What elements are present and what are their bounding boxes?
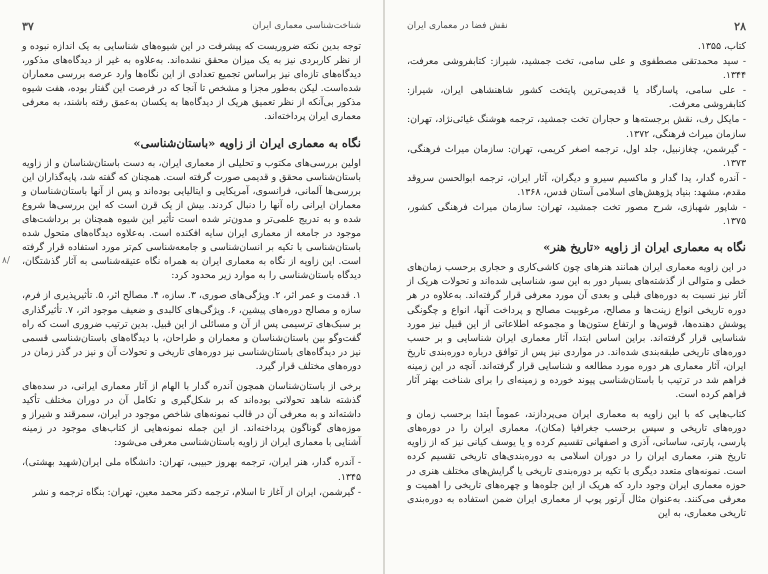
reference-item: کتاب، ۱۳۵۵. [697, 41, 746, 52]
section-title: نگاه به معماری ایران از زاویه «تاریخ هنر» [543, 240, 746, 255]
reference-item: - گیرشمن، ایران از آغاز تا اسلام، ترجمه دکتر محمد معین، تهران: بنگاه ترجمه و نشر [32, 486, 361, 498]
left-page-body [22, 40, 361, 564]
reference-item: - مایکل رف، نقش برجسته‌ها و حجاران تخت جمشید، ترجمه هوشنگ غیاثی‌نژاد، تهران: سازمان میراث فرهنگی، ۱۳۷۲. [407, 114, 746, 140]
running-title: شناخت‌شناسی معماری ایران [252, 21, 361, 31]
reference-list [22, 456, 361, 499]
intro-paragraph: توجه بدین نکته ضروریست که پیشرفت در این شیوه‌های شناسایی به یک اندازه نبوده و از نظر کاربردی نیز به یک میزان محقق نشده‌اند. به‌علاوه به غیر از دیدگاه‌های مذکور، دیدگاه‌های تازه‌ای نیز براساس تجمیع تعدادی از این نگاه‌ها وارد عرصه بررسی معماران شده‌است. لیکن به‌طور مجزا و مشخص تا آنجا که در فرصت این گفتار بوده، هفت شیوه مذکور بی‌آنکه از نظر تعمیق هریک از دیدگاه‌ها به یکسان به‌عمق رفته باشند، به معرفی معماری ایران پرداخته‌اند. [22, 41, 361, 123]
body-paragraph: کتاب‌هایی که با این زاویه به معماری ایران می‌پردازند، عموماً ابتدا برحسب زمان و دوره‌های تاریخی و سپس برحسب جغرافیا (مکان)، معماری ایران را در دوره‌های پارسی، پارتی، ساسانی، آذری و اصفهانی تقسیم کرده و یا یوسف کیانی نیز که از زاویه تاریخ هنر، معماری ایران را در دوران اسلامی به دوره‌بندی‌های تاریخی تقسیم کرده است. نمونه‌های متعدد دیگری با تکیه بر دوره‌بندی تاریخی یا گرایش‌های مختلف هنری در حوزه معماری ایران وجود دارد که هریک از این جلوه‌ها و چهره‌های تاریخی را اهمیت و معرفی می‌کنند. به‌عنوان مثال آرتور پوپ از معماری ایران ضمن استفاده به دوره‌بندی تاریخی معماری، به این [407, 409, 746, 519]
reference-item: - آندره گدار، هنر ایران، ترجمه بهروز حبیبی، تهران: دانشگاه ملی ایران(شهید بهشتی)، ۱۳۴۵. [22, 457, 361, 483]
page-number: ۲۸ [734, 19, 746, 33]
right-page-body [407, 40, 746, 564]
reference-item: - شاپور شهبازی، شرح مصور تخت جمشید، تهران: سازمان میراث فرهنگی کشور، ۱۳۷۵. [407, 202, 746, 228]
body-paragraph: برخی از باستان‌شناسان همچون آندره گدار با الهام از آثار معماری ایرانی، در سده‌های گذشته شاهد تحولاتی بوده‌اند که بر شکل‌گیری و تکامل آن در دوران مختلف تأکید داشته‌اند و به معرفی آن در قالب نمونه‌های شاخص موجود در ایران، سمرقند و شیراز و موزه‌های گوناگون پرداخته‌اند. از این جمله نمونه‌هایی از کتاب‌های موجود در زمینه آشنایی با معماری ایران از زاویه باستان‌شناسی معرفی می‌شود: [22, 380, 361, 449]
section-title: نگاه به معماری ایران از زاویه «باستان‌شناسی» [133, 135, 361, 150]
body-paragraph: اولین بررسی‌های مکتوب و تحلیلی از معماری ایران، به دست باستان‌شناسان و از زاویه باستان‌شناسی محقق و قدیمی صورت گرفته است. همچنان که گفته شد، پایه‌گذاران این بررسی‌ها آلمانی، فرانسوی، آمریکایی و ایتالیایی بوده‌اند و پس از آنها باستان‌شناسان و معماران ایرانی راه آنها را دنبال کردند. بیش از یک قرن است که این بررسی‌ها شروع شده و به تدریج علمی‌تر و مدون‌تر شده است تأثیر این شیوه همچنان بر برداشت‌های موجود در جامعه از معماری ایران سایه افکنده است. به‌علاوه دیدگاه‌های متحول شده باستان‌شناسی با تکیه بر انسان‌شناسی و جامعه‌شناسی کم‌تر مورد استفاده قرار گرفته است. این زاویه از نگاه به معماری ایران به همراه نگاه عتیقه‌شناسی به آثار گذشتگان، دیدگاه باستان‌شناسی را به موارد زیر محدود کرد: [22, 157, 361, 282]
reference-list [407, 40, 746, 229]
page-number: ۳۷ [22, 19, 34, 33]
reference-item: - گیرشمن، چغازنبیل، جلد اول، ترجمه اصغر کریمی، تهران: سازمان میراث فرهنگی، ۱۳۷۳. [407, 143, 746, 169]
margin-note: ۸/ [2, 256, 10, 266]
reference-item: - سید محمدتقی مصطفوی و علی سامی، تخت جمشید، شیراز: کتابفروشی معرفت، ۱۳۴۴. [407, 56, 746, 82]
right-page [385, 0, 768, 574]
left-page-header [22, 18, 361, 34]
running-title: نقش فضا در معماری ایران [407, 21, 508, 31]
right-page-header [407, 18, 746, 34]
body-paragraph: در این زاویه معماری ایران همانند هنرهای چون کاشی‌کاری و حجاری برحسب زمان‌های خطی و متوالی از گذشته‌های بسیار دور به این سو، شناسایی شده‌اند و تحولات هریک از آثار نیز نسبت به دوره‌های قبلی و بعدی آن مورد معرفی قرار گرفته‌اند. به‌علاوه در هر دوره تاریخی انواع زینت‌ها و مصالح، مرغوبیت مصالح و پرداخت آنها، انواع و چگونگی پوشش دهنده‌ها، قوس‌ها و ارتفاع ستون‌ها و مجموعه اطلاعاتی از این قبیل نیز مورد شناسایی قرار گرفته‌اند. براین اساس ابتدا، آثار معماری ایران شناسایی و بر حسب دوره‌های تاریخی طبقه‌بندی شده‌اند. در مواردی نیز پس از توافق درباره دوره‌بندی تاریخ ایران، آثار معماری هر دوره مورد مطالعه و شناسایی قرار گرفته‌اند. آنچه در این زمینه فراهم شد در ترتیب با باستان‌شناسی پیوند خورده و زمینه‌ای را برای شناخت بهتر آثار فراهم کرده است. [407, 262, 746, 401]
body-paragraph: ۱. قدمت و عمر اثر، ۲. ویژگی‌های صوری، ۳. سازه، ۴. مصالح اثر، ۵. تأثیرپذیری از فرم، سازه و مصالح دوره‌های پیشین، ۶. ویژگی‌های کالبدی و ضعیف موجود اثر، ۷. تأثیرگذاری بر سبک‌های ترسیمی پس از آن و مسائلی از این قبیل. بدین ترتیب ضروری است که راه گفت‌وگو بین باستان‌شناسان و معماران و طراحان، با دیدگاه‌های باستان‌شناسی قسمی نیز در دیدگاه‌های باستان‌شناسی نیز دوره‌های تاریخی و تحولات آن و نیز در گذر زمان در دوره‌های مختلف قرار گیرد. [22, 290, 362, 372]
reference-item: - آندره گدار، یدا گدار و ماکسیم سیرو و دیگران، آثار ایران، ترجمه ابوالحسن سروقد مقدم، مشهد: بنیاد پژوهش‌های اسلامی آستان قدس، ۱۳۶۸. [407, 172, 746, 198]
reference-item: - علی سامی، پاسارگاد یا قدیمی‌ترین پایتخت کشور شاهنشاهی ایران، شیراز: کتابفروشی معرفت. [407, 85, 746, 111]
